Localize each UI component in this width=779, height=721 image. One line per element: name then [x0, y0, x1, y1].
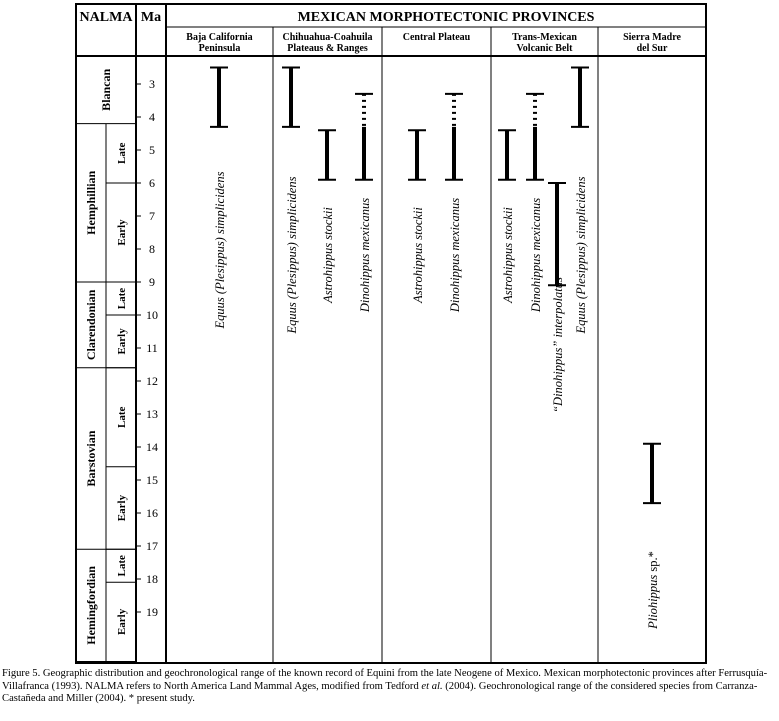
tick-label: 5: [149, 143, 155, 157]
taxon-label: Pliohippus sp.*: [646, 551, 660, 629]
ma-header: Ma: [140, 10, 162, 25]
tick-label: 12: [146, 374, 158, 388]
nalma-sub-label: Late: [116, 555, 128, 577]
nalma-sub-label: Late: [116, 142, 128, 164]
tick-label: 13: [146, 407, 158, 421]
taxon-label: Equus (Plesippus) simplicidens: [574, 176, 588, 334]
taxon-label: Dinohippus mexicanus: [448, 197, 462, 313]
nalma-label: Barstovian: [84, 430, 98, 487]
figure-caption: Figure 5. Geographic distribution and geochronological range of the known record of Equini from the late Neogene of Mexico. Mexican morphotectonic provinces after Ferrusquía-Villafranca (1993). NALMA refers to North America Land Mammal Ages, modified from Tedford et al. (2004). Geochronological range of the considered species from Carranza-Castañeda and Miller (2004). * present study.: [2, 668, 768, 705]
range-bar: [282, 68, 300, 127]
range-bar: [408, 130, 426, 180]
range-bar: [355, 94, 373, 180]
table-frame: [76, 4, 706, 663]
nalma-label: Hemphillian: [84, 170, 98, 235]
nalma-sub-label: Early: [116, 328, 128, 355]
taxon-label: Dinohippus mexicanus: [358, 197, 372, 313]
taxon-label: “Dinohippus” interpolatus: [551, 277, 565, 413]
province-header: del Sur: [636, 43, 668, 54]
tick-label: 16: [146, 506, 158, 520]
province-header: Baja California: [186, 32, 253, 43]
nalma-sub-label: Early: [116, 608, 128, 636]
tick-label: 19: [146, 605, 158, 619]
province-header: Plateaus & Ranges: [287, 43, 368, 54]
tick-label: 4: [149, 110, 155, 124]
nalma-label: Clarendonian: [84, 289, 98, 361]
tick-label: 3: [149, 77, 155, 91]
range-bar: [445, 94, 463, 180]
nalma-sub-label: Late: [116, 406, 128, 428]
taxon-label: Equus (Plesippus) simplicidens: [213, 171, 227, 329]
province-header: Sierra Madre: [623, 32, 681, 43]
range-bar: [210, 68, 228, 127]
tick-label: 8: [149, 242, 155, 256]
tick-label: 10: [146, 308, 158, 322]
tick-label: 7: [149, 209, 155, 223]
range-bar: [526, 94, 544, 180]
taxon-label: Astrohippus stockii: [321, 207, 335, 303]
range-bar: [498, 130, 516, 180]
provinces-title: MEXICAN MORPHOTECTONIC PROVINCES: [297, 10, 595, 25]
range-bar: [643, 444, 661, 503]
range-bar: [571, 68, 589, 127]
province-header: Peninsula: [198, 43, 241, 54]
tick-label: 6: [149, 176, 155, 190]
tick-label: 18: [146, 572, 158, 586]
nalma-sub-label: Early: [116, 219, 128, 246]
taxon-label: Dinohippus mexicanus: [529, 197, 543, 313]
nalma-label: Hemingfordian: [84, 566, 98, 645]
tick-label: 14: [146, 440, 158, 454]
province-header: Chihuahua-Coahuila: [282, 32, 373, 43]
tick-label: 11: [146, 341, 158, 355]
nalma-label: Blancan: [99, 68, 113, 111]
range-bar: [318, 130, 336, 180]
nalma-sub-label: Late: [116, 287, 128, 310]
nalma-sub-label: Early: [116, 494, 128, 522]
province-header: Central Plateau: [402, 32, 471, 43]
province-header: Trans-Mexican: [512, 32, 577, 43]
taxon-label: Equus (Plesippus) simplicidens: [285, 176, 299, 334]
tick-label: 15: [146, 473, 158, 487]
taxon-label: Astrohippus stockii: [411, 207, 425, 303]
nalma-header: NALMA: [79, 10, 133, 25]
tick-label: 17: [146, 539, 158, 553]
province-header: Volcanic Belt: [516, 43, 573, 54]
tick-label: 9: [149, 275, 155, 289]
range-bar: [548, 183, 566, 285]
taxon-label: Astrohippus stockii: [501, 207, 515, 303]
